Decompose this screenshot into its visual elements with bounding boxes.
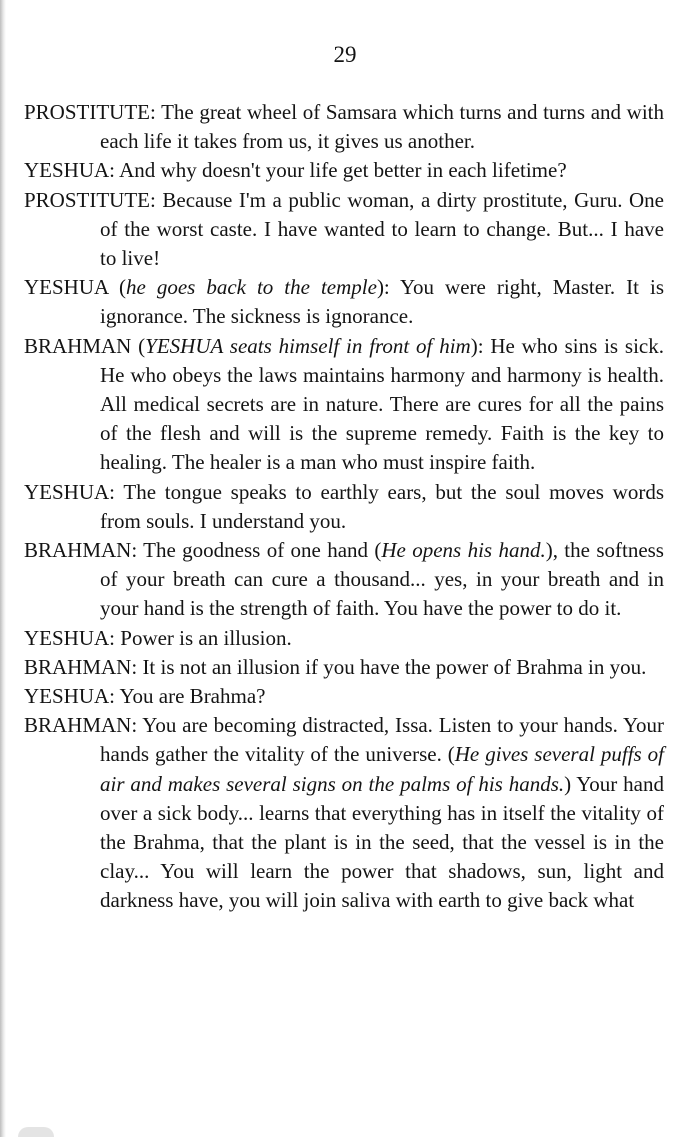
dialogue-entry <box>24 273 664 331</box>
line-text-before: ( <box>131 333 146 358</box>
stage-direction: he goes back to the temple <box>126 275 377 300</box>
speaker-name: BRAHMAN: <box>24 654 138 679</box>
scan-shadow-edge <box>0 0 6 1137</box>
speaker-name: BRAHMAN: <box>24 713 138 738</box>
line-text-after: ) Your hand over a sick body... learns that everything has in itself the vitality of the Brahma, that the plant is in the seed, that the vessel is in the clay... You will learn the power that shadows, sun, light and darkness have, you will join saliva with earth to give back what <box>100 771 664 913</box>
speaker-name: YESHUA: <box>24 479 116 504</box>
dialogue-entry <box>24 98 664 156</box>
line-text: Because I'm a public woman, a dirty prostitute, Guru. One of the worst caste. I have wanted to learn to change. But... I have to live! <box>100 187 664 271</box>
dialogue-entry <box>24 624 664 653</box>
line-text-after: ): He who sins is sick. He who obeys the laws maintains harmony and harmony is health. All medical secrets are in nature. There are cures for all the pains of the flesh and will is the supreme remedy. Faith is the key to healing. The healer is a man who must inspire faith. <box>100 333 664 475</box>
dialogue-entry <box>24 186 664 274</box>
speaker-name: PROSTITUTE: <box>24 187 156 212</box>
scan-smudge <box>18 1127 54 1137</box>
dialogue-entry <box>24 332 664 478</box>
speaker-name: YESHUA: <box>24 625 116 650</box>
dialogue-entry <box>24 711 664 915</box>
line-text: The great wheel of Samsara which turns and turns and with each life it takes from us, it gives us another. <box>100 100 664 154</box>
line-text-before: You are becoming distracted, Issa. Listen to your hands. Your hands gather the vitality of the universe. ( <box>100 713 664 767</box>
dialogue-entry <box>24 478 664 536</box>
line-text: You are Brahma? <box>115 684 266 709</box>
line-text-before: The goodness of one hand ( <box>137 538 382 563</box>
speaker-name: YESHUA: <box>24 158 116 183</box>
dialogue-entry <box>24 536 664 624</box>
line-text-after: ): You were right, Master. It is ignorance. The sickness is ignorance. <box>100 275 664 329</box>
line-text: And why doesn't your life get better in each lifetime? <box>115 158 567 183</box>
dialogue-entry <box>24 653 664 682</box>
line-text-before: ( <box>108 275 127 300</box>
stage-direction: He gives several puffs of air and makes several signs on the palms of his hands. <box>100 742 664 796</box>
speaker-name: YESHUA <box>24 275 109 300</box>
dialogue-entry <box>24 682 664 711</box>
line-text: It is not an illusion if you have the power of Brahma in you. <box>137 654 647 679</box>
dialogue-text <box>24 98 664 916</box>
speaker-name: BRAHMAN: <box>24 538 138 563</box>
line-text-after: ), the softness of your breath can cure a thousand... yes, in your breath and in your hand is the strength of faith. You have the power to do it. <box>100 538 664 621</box>
speaker-name: BRAHMAN <box>24 333 132 358</box>
dialogue-entry <box>24 156 664 185</box>
line-text: The tongue speaks to earthly ears, but the soul moves words from souls. I understand you. <box>100 479 664 533</box>
stage-direction: He opens his hand. <box>381 538 546 563</box>
page-number: 29 <box>333 42 357 67</box>
speaker-name: PROSTITUTE: <box>24 100 156 124</box>
stage-direction: YESHUA seats himself in front of him <box>145 333 471 358</box>
line-text: Power is an illusion. <box>115 625 292 650</box>
speaker-name: YESHUA: <box>24 684 116 709</box>
